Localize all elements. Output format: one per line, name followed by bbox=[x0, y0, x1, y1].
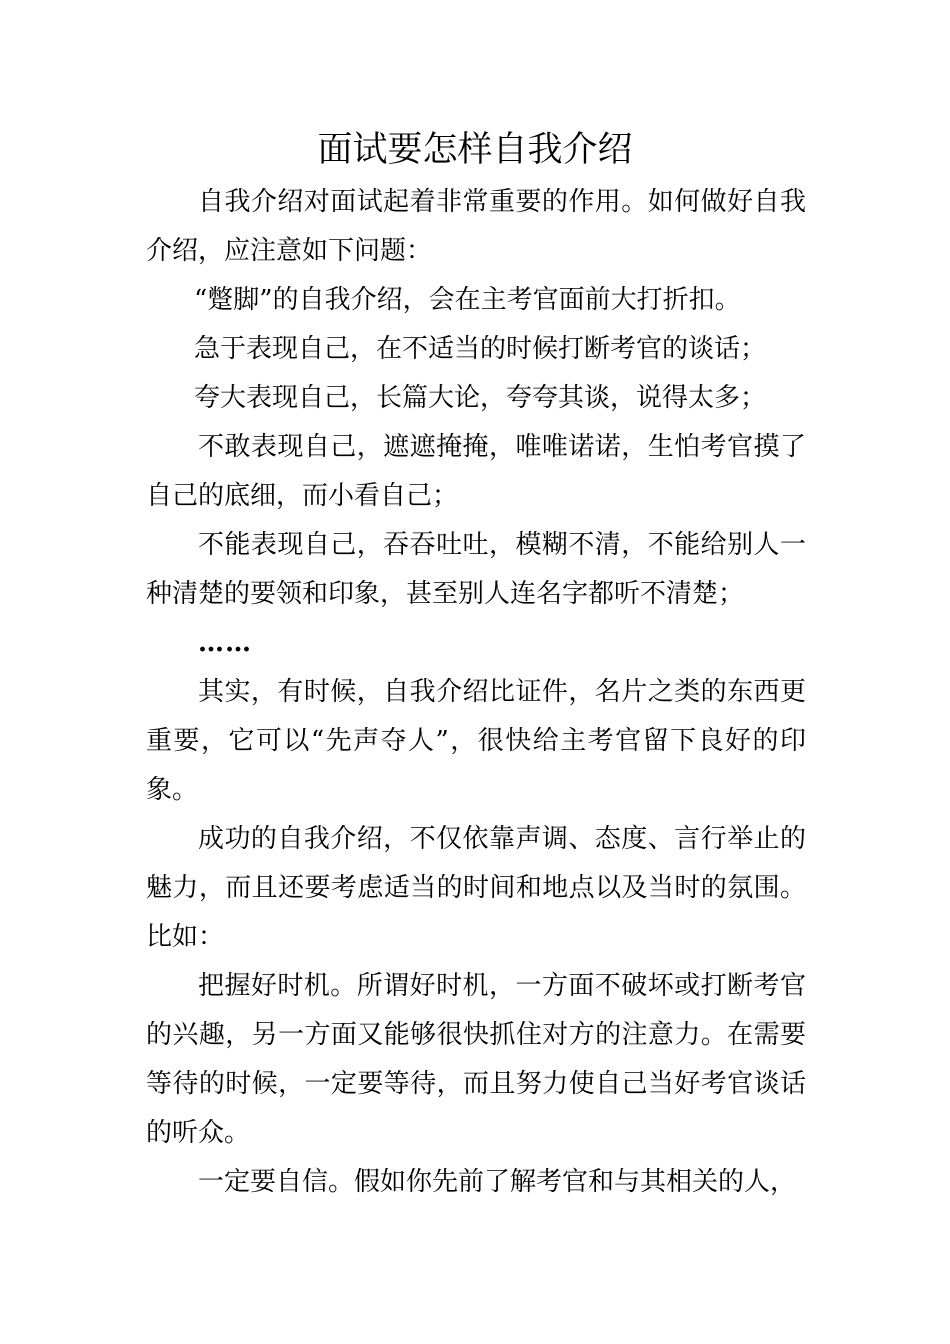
paragraph-success: 成功的自我介绍，不仅依靠声调、态度、言行举止的魅力，而且还要考虑适当的时间和地点以及当时的氛围。比如： bbox=[146, 824, 806, 952]
document-body bbox=[146, 178, 806, 1207]
paragraph-timid: 不敢表现自己，遮遮掩掩，唯唯诺诺，生怕考官摸了自己的底细，而小看自己； bbox=[146, 432, 806, 511]
paragraph-timing: 把握好时机。所谓好时机，一方面不破坏或打断考官的兴趣，另一方面又能够很快抓住对方的注意力。在需要等待的时候，一定要等待，而且努力使自己当好考官谈话的听众。 bbox=[146, 971, 806, 1148]
paragraph-unclear: 不能表现自己，吞吞吐吐，模糊不清，不能给别人一种清楚的要领和印象，甚至别人连名字都听不清楚； bbox=[146, 530, 806, 609]
paragraph-bad-intro: “蹩脚”的自我介绍，会在主考官面前大打折扣。 bbox=[194, 285, 741, 315]
paragraph-exaggerating: 夸大表现自己，长篇大论，夸夸其谈，说得太多； bbox=[194, 383, 767, 413]
paragraph-confidence: 一定要自信。假如你先前了解考官和与其相关的人， bbox=[198, 1167, 797, 1197]
ellipsis: …… bbox=[198, 628, 252, 658]
paragraph-intro: 自我介绍对面试起着非常重要的作用。如何做好自我介绍，应注意如下问题： bbox=[146, 187, 806, 266]
paragraph-interrupting: 急于表现自己，在不适当的时候打断考官的谈话； bbox=[194, 334, 767, 364]
document-title: 面试要怎样自我介绍 bbox=[317, 130, 633, 170]
paragraph-importance: 其实，有时候，自我介绍比证件，名片之类的东西更重要，它可以“先声夺人”，很快给主考官留下良好的印象。 bbox=[146, 677, 806, 805]
